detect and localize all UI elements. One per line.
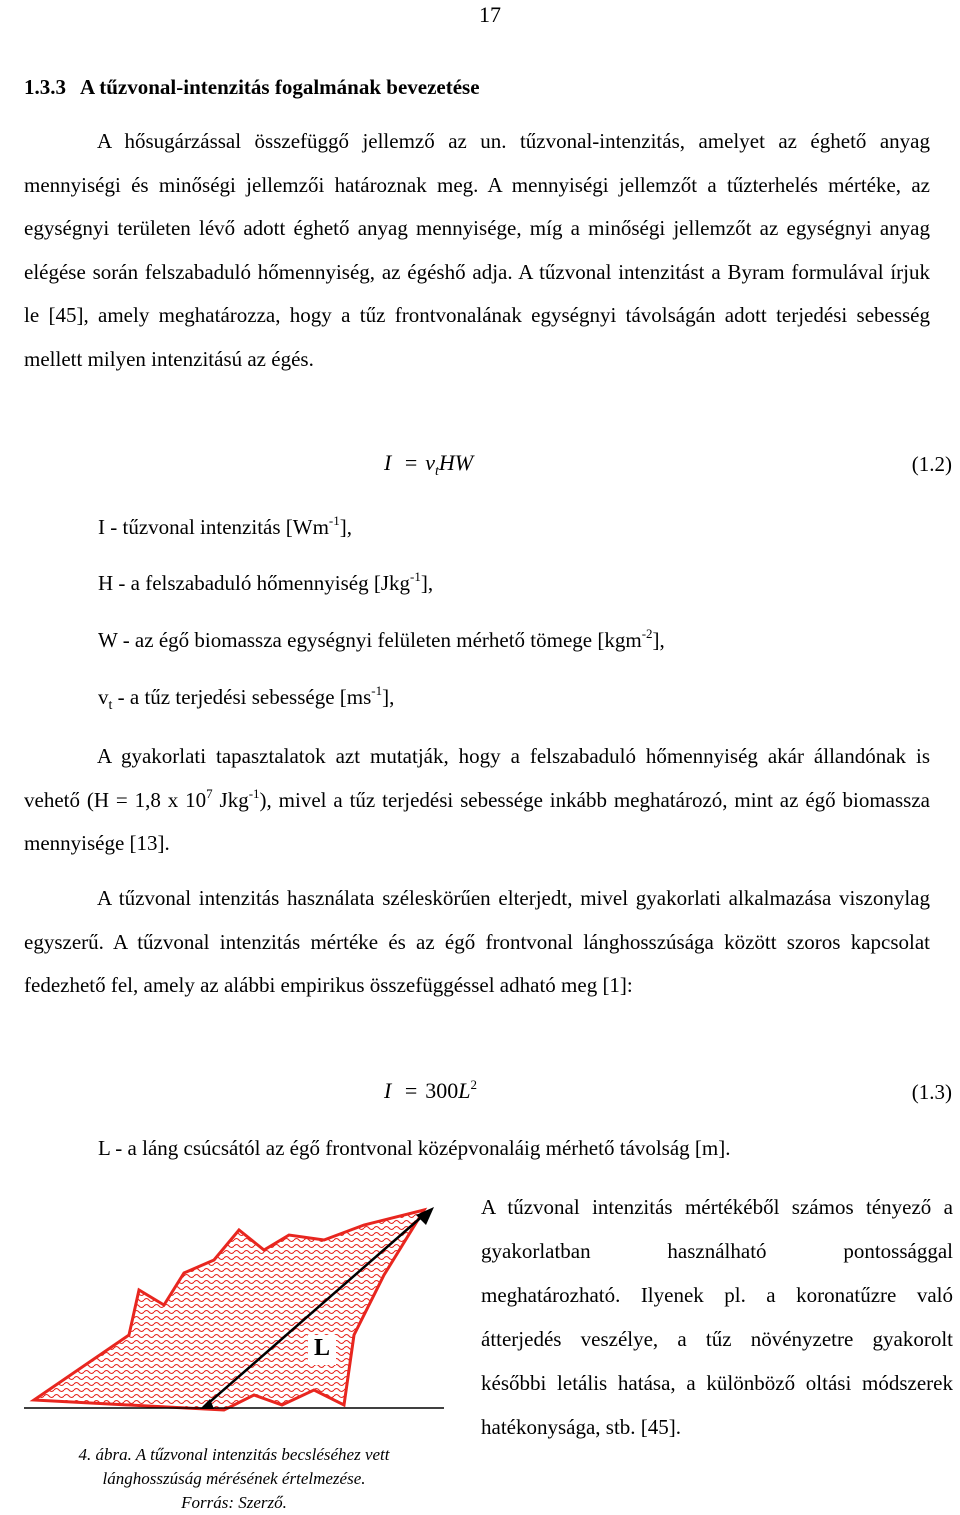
section-number: 1.3.3 [24, 75, 66, 99]
eq2-var: L [458, 1078, 471, 1103]
def-I-sup: -1 [328, 513, 340, 528]
eq1-equals: = [404, 450, 418, 475]
paragraph-usage: A tűzvonal intenzitás használata széleskörűen elterjedt, mivel gyakorlati alkalmazása viszonylag egyszerű. A tűzvonal intenzitás mértéke és az égő frontvonal lánghosszúsága között szoros kapcsolat fedezhető fel, amely az alábbi empirikus összefüggéssel adható meg [1]: [24, 886, 930, 997]
eq1-sub: t [435, 464, 439, 479]
def-H-tail: ], [420, 571, 434, 595]
def-v-mid: - a tűz terjedési sebessége [ms [112, 685, 372, 709]
flame-diagram [24, 1195, 444, 1415]
flame-shape [34, 1210, 424, 1410]
equation-number-1: (1.2) [911, 452, 952, 476]
definition-W [98, 628, 665, 653]
side-paragraph: A tűzvonal intenzitás mértékéből számos tényező a gyakorlatban használható pontossággal meghatározható. Ilyenek pl. a koronatűzre való átterjedés veszélye, a tűz növényzetre gyakorolt későbbi letális hatása, a különböző oltási módszerek hatékonysága, stb. [45]. [481, 1195, 953, 1439]
eq2-sup: 2 [470, 1077, 477, 1092]
paragraph-practical [24, 735, 930, 866]
eq2-coef: 300 [425, 1078, 459, 1103]
caption-line-1: 4. ábra. A tűzvonal intenzitás becsléséhez vett [78, 1445, 390, 1464]
figure-caption [24, 1443, 444, 1515]
def-H-text: H - a felszabaduló hőmennyiség [Jkg [98, 571, 410, 595]
p2-part2: Jkg [212, 787, 249, 812]
caption-line-3: Forrás: Szerző. [181, 1493, 287, 1512]
def-I-tail: ], [339, 515, 353, 539]
p2-sup1: 7 [206, 785, 213, 801]
section-title: A tűzvonal-intenzitás fogalmának bevezetése [80, 75, 480, 99]
definition-v [98, 683, 395, 713]
eq1-v: v [425, 450, 436, 475]
def-v-text: v [98, 685, 109, 709]
eq2-lhs: I [384, 1078, 392, 1103]
eq1-lhs: I [384, 450, 392, 475]
definition-L: L - a láng csúcsától az égő frontvonal középvonaláig mérhető távolság [m]. [98, 1136, 731, 1160]
eq1-rest: HW [438, 450, 474, 475]
def-v-tail: ], [382, 685, 395, 709]
paragraph-intro: A hősugárzással összefüggő jellemző az un. tűzvonal-intenzitás, amelyet az éghető anyag mennyiségi és minőségi jellemzői határoznak meg. A mennyiségi jellemzőt a tűzterhelés mértéke, az egységnyi területen lévő adott éghető anyag mennyisége, míg a minőségi jellemzőt az egységnyi anyag elégése során felszabaduló hőmennyiség, az égéshő adja. A tűzvonal intenzitást a Byram formulával írjuk le [45], amely meghatározza, hogy a tűz frontvonalának egységnyi távolságán adott terjedési sebesség mellett milyen intenzitású az égés. [24, 129, 930, 371]
flame-length-figure [24, 1195, 444, 1415]
equation-byram [384, 450, 474, 479]
caption-line-2: lánghosszúság mérésének értelmezése. [102, 1469, 366, 1488]
def-W-text: W - az égő biomassza egységnyi felületen mérhető tömege [kgm [98, 628, 642, 652]
section-heading [24, 75, 480, 100]
def-I-text: I - tűzvonal intenzitás [Wm [98, 515, 329, 539]
def-v-sub: t [108, 698, 113, 713]
definition-H [98, 571, 433, 596]
def-W-tail: ], [652, 628, 665, 652]
p2-part1: A gyakorlati tapasztalatok azt mutatják, hogy a felszabaduló hőmennyiség akár állandónak is vehető (H = 1,8 x 10 [24, 744, 930, 812]
def-W-sup: -2 [641, 626, 653, 641]
equation-flame-length [384, 1078, 477, 1104]
p2-part3: ), mivel a tűz terjedési sebessége inkább meghatározó, mint az égő biomassza mennyisége [13]. [24, 787, 930, 855]
def-v-sup: -1 [371, 683, 383, 698]
definition-I [98, 515, 352, 540]
def-H-sup: -1 [410, 569, 421, 584]
p2-sup2: -1 [248, 785, 260, 801]
flame-length-label: L [314, 1335, 331, 1361]
page-number: 17 [479, 2, 501, 27]
eq2-equals: = [404, 1078, 418, 1103]
equation-number-2: (1.3) [911, 1080, 952, 1104]
